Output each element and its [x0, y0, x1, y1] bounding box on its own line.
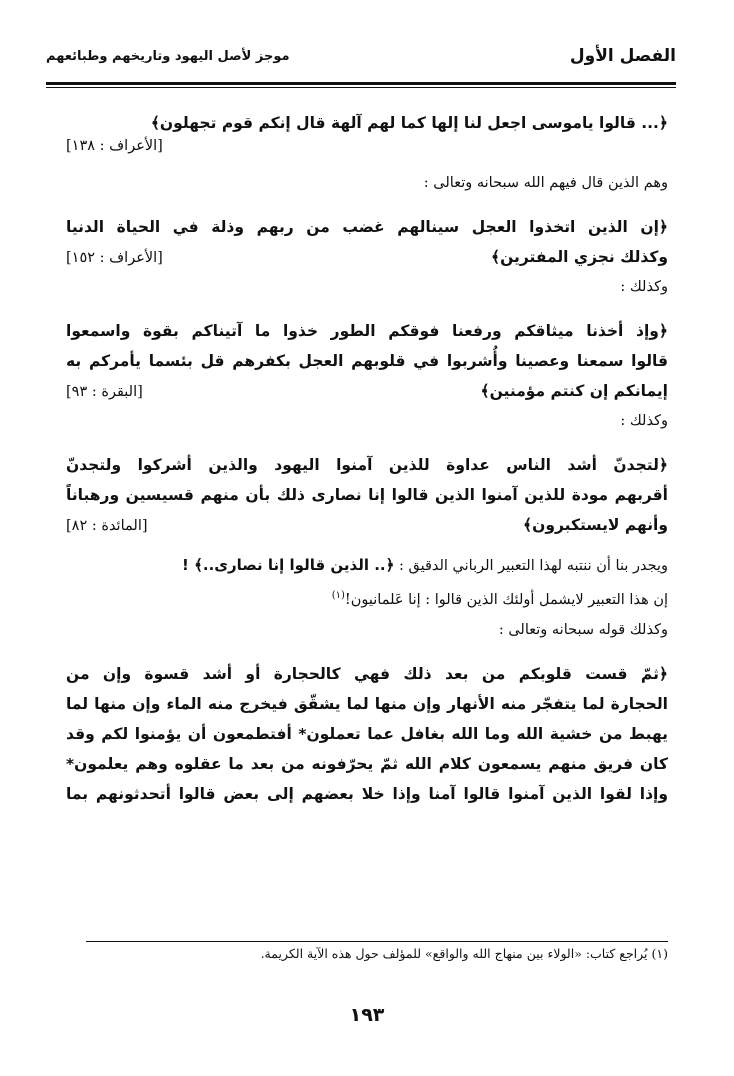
quran-line: وإذا لقوا الذين آمنوا قالوا آمنا وإذا خلا بعضهم إلى بعض قالوا أتحدثونهم بما — [66, 784, 668, 803]
page-number: ١٩٣ — [349, 1004, 385, 1026]
quran-line: ﴿ثمّ قست قلوبكم من بعد ذلك فهي كالحجارة أو أشد قسوة وإن من — [66, 664, 668, 683]
running-header — [46, 44, 676, 78]
header-rule — [46, 82, 676, 85]
quran-line: كان فريق منهم يسمعون كلام الله ثمّ يحرّفونه من بعد ما عقلوه وهم يعلمون* — [66, 754, 668, 773]
prose-line: وكذلك : — [620, 413, 668, 429]
verse-reference: [الأعراف : ١٣٨] — [66, 138, 163, 154]
quran-line: الحجارة لما يتفجّر منه الأنهار وإن منها لما يشقّق فيخرج منه الماء وإن منها لما — [66, 694, 668, 713]
quran-quote — [66, 450, 668, 540]
verse-reference: [البقرة : ٩٣] — [66, 384, 143, 400]
quran-line: ﴿لتجدنّ أشد الناس عداوة للذين آمنوا اليهود والذين أشركوا ولتجدنّ — [66, 456, 668, 474]
quran-quote — [66, 212, 668, 272]
quran-line: إيمانكم إن كنتم مؤمنين﴾ — [480, 382, 668, 400]
footnote-marker: (١) — [331, 590, 345, 601]
commentary-text: إن هذا التعبير لايشمل أولئك الذين قالوا : إنا عَلمانيون! — [344, 591, 668, 608]
quran-quote — [66, 108, 668, 154]
quran-line: قالوا سمعنا وعصينا وأُشربوا في قلوبهم العجل بكفرهم قل بئسما يأمركم به — [66, 352, 668, 370]
prose-line: وكذلك قوله سبحانه وتعالى : — [498, 621, 668, 638]
commentary-text: ويجدر بنا أن ننتبه لهذا التعبير الرباني الدقيق : — [398, 558, 668, 574]
quran-line: ﴿... قالوا ياموسى اجعل لنا إلها كما لهم آلهة قال إنكم قوم تجهلون﴾ — [150, 114, 668, 132]
inline-quote: ﴿.. الذين قالوا إنا نصارى..﴾ ! — [182, 556, 395, 574]
prose-line: وكذلك : — [620, 279, 668, 295]
quran-line: وكذلك نجزي المفترين﴾ — [491, 248, 668, 266]
quran-line: وأنهم لايستكبرون﴾ — [523, 516, 668, 534]
footnote: (١) يُراجع كتاب: «الولاء بين منهاج الله والواقع» للمؤلف حول هذه الآية الكريمة. — [260, 946, 668, 961]
quran-line: ﴿وإذ أخذنا ميثاقكم ورفعنا فوقكم الطور خذوا ما آتيناكم بقوة واسمعوا — [66, 322, 668, 340]
commentary-paragraph — [66, 550, 668, 615]
quran-line: يهبط من خشية الله وما الله بغافل عما تعملون* أفتطمعون أن يؤمنوا لكم وقد — [66, 724, 668, 743]
chapter-title: الفصل الأول — [569, 46, 676, 66]
quran-quote — [66, 316, 668, 406]
book-title: موجز لأصل اليهود وتاريخهم وطبائعهم — [46, 49, 290, 64]
verse-reference: [الأعراف : ١٥٢] — [66, 250, 163, 266]
verse-reference: [المائدة : ٨٢] — [66, 518, 148, 534]
quran-quote — [66, 659, 668, 809]
footnote-rule — [86, 941, 668, 942]
quran-line: أقربهم مودة للذين آمنوا الذين قالوا إنا نصارى ذلك بأن منهم قسيسين ورهباناً — [66, 486, 668, 504]
page-body — [66, 108, 668, 809]
prose-line: وهم الذين قال فيهم الله سبحانه وتعالى : — [423, 175, 668, 191]
quran-line: ﴿إن الذين اتخذوا العجل سينالهم غضب من ربهم وذلة في الحياة الدنيا — [66, 218, 668, 236]
header-rule-thin — [46, 87, 676, 88]
